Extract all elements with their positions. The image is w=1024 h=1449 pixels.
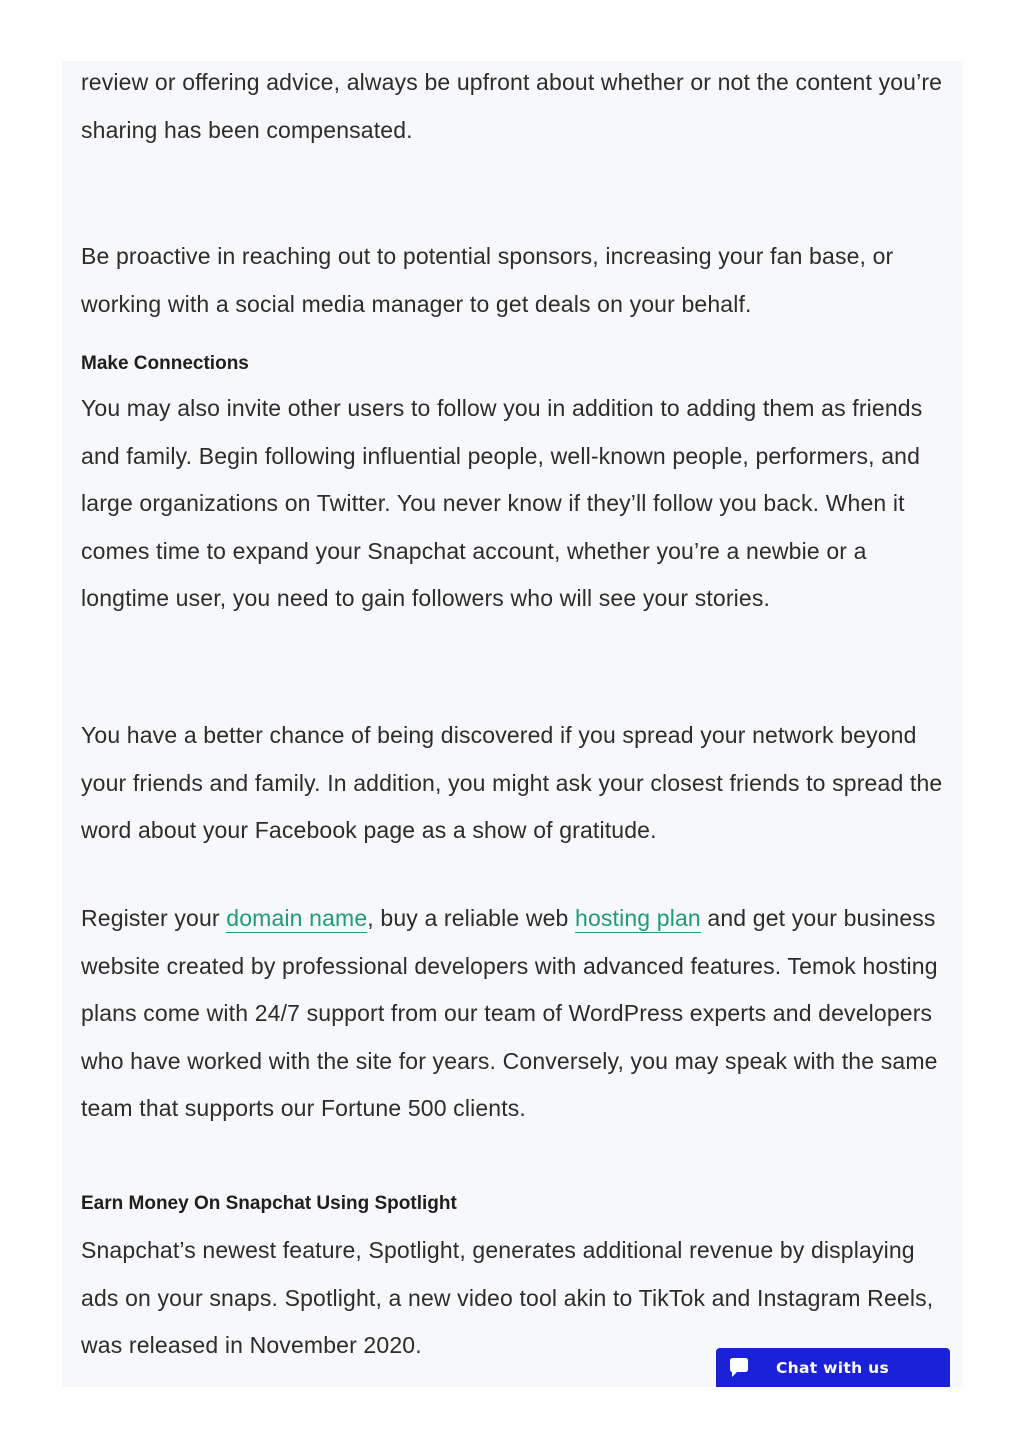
article-paragraph: Snapchat’s newest feature, Spotlight, generates additional revenue by displaying ads on your snaps. Spotlight, a new video tool akin to TikTok and Instagram Reels, was released in November 2020.: [81, 1237, 934, 1358]
paragraph-text: Register your: [81, 905, 227, 931]
article-paragraph-with-links: [81, 895, 943, 1133]
chat-with-us-button[interactable]: [716, 1348, 950, 1387]
domain-name-link[interactable]: domain name: [226, 905, 368, 931]
article-content-panel: [62, 61, 963, 1387]
paragraph-text: and get your business website created by professional developers with advanced features. Temok hosting plans come with 24/7 support from our team of WordPress experts and developers who have worked with the site for years. Conversely, you may speak with the same team that supports our Fortune 500 clients.: [81, 905, 938, 1121]
article-paragraph: review or offering advice, always be upfront about whether or not the content you’re sharing has been compensated.: [81, 69, 943, 143]
paragraph-text: , buy a reliable web: [367, 905, 576, 931]
article-paragraph: You may also invite other users to follow you in addition to adding them as friends and family. Begin following influential people, well-known people, performers, and large organizations on Twitter. You never know if they’ll follow you back. When it comes time to expand your Snapchat account, whether you’re a newbie or a longtime user, you need to gain followers who will see your stories.: [81, 395, 923, 611]
hosting-plan-link[interactable]: hosting plan: [575, 905, 701, 931]
section-heading-spotlight: Earn Money On Snapchat Using Spotlight: [81, 1193, 457, 1214]
section-heading-make-connections: Make Connections: [81, 353, 249, 374]
article-paragraph: Be proactive in reaching out to potential sponsors, increasing your fan base, or working with a social media manager to get deals on your behalf.: [81, 243, 894, 317]
article-paragraph: You have a better chance of being discovered if you spread your network beyond your friends and family. In addition, you might ask your closest friends to spread the word about your Facebook page as a show of gratitude.: [81, 722, 943, 843]
chat-label: Chat with us: [776, 1358, 890, 1377]
chat-bubble-icon: [716, 1348, 762, 1387]
